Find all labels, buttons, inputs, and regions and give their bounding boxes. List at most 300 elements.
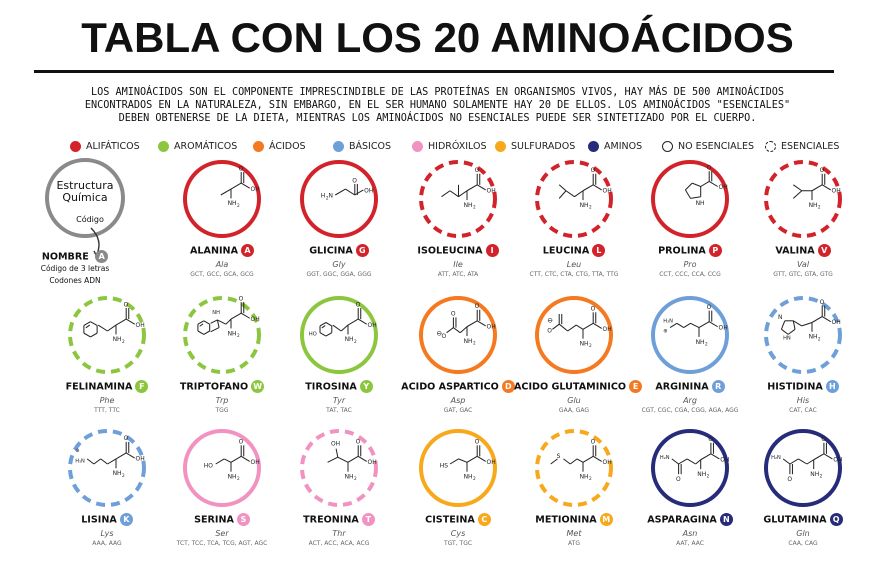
svg-text:O: O <box>474 438 480 446</box>
svg-text:2: 2 <box>236 477 240 483</box>
three-letter-code: Gln <box>796 529 810 538</box>
structure-ring <box>537 298 611 372</box>
legend-label: ÁCIDOS <box>269 140 306 152</box>
legend-swatch <box>253 141 264 152</box>
legend-label: ALIFÁTICOS <box>86 140 140 152</box>
svg-text:2: 2 <box>704 342 708 348</box>
dna-codons: AAT, AAC <box>676 540 704 547</box>
dna-codons: ATG <box>568 540 580 547</box>
legend-label: SULFURADOS <box>511 140 576 152</box>
letter-badge: N <box>720 513 733 526</box>
amino-acid-cell <box>743 157 863 287</box>
dna-codons: GCT, GCC, GCA, GCG <box>190 271 254 278</box>
svg-text:⊖: ⊖ <box>436 329 443 338</box>
dna-codons: CGT, CGC, CGA, CGG, AGA, AGG <box>641 407 739 414</box>
dna-codons: GAT, GAC <box>443 407 473 414</box>
three-letter-code: Cys <box>450 529 466 538</box>
amino-acid-name-row <box>630 513 750 526</box>
svg-text:2: 2 <box>236 333 240 339</box>
svg-text:HO: HO <box>308 331 317 338</box>
amino-acid-name-row <box>279 244 399 257</box>
structure-circle <box>162 293 282 383</box>
amino-acid-cell <box>630 157 750 287</box>
svg-text:2: 2 <box>353 339 357 345</box>
amino-acid-name-row <box>514 244 634 257</box>
svg-text:O: O <box>238 438 244 446</box>
amino-acid-cell <box>398 293 518 423</box>
letter-badge: D <box>502 380 515 393</box>
structure-ring <box>185 298 259 372</box>
letter-badge: M <box>600 513 613 526</box>
structure-circle <box>47 426 167 516</box>
amino-acid-name: LISINA <box>81 514 117 526</box>
key-name-label: NOMBRE <box>41 251 89 263</box>
svg-text:O: O <box>706 164 712 172</box>
key-dna-label: Codones ADN <box>49 276 101 285</box>
amino-acid-name: FELINAMINA <box>65 381 133 393</box>
structure-ring <box>766 162 840 236</box>
svg-text:OH: OH <box>833 456 843 464</box>
structure-circle <box>743 293 863 383</box>
three-letter-code: Ile <box>453 260 463 269</box>
three-letter-code: Phe <box>99 396 115 405</box>
structure-circle <box>398 157 518 247</box>
amino-acid-name: GLUTAMINA <box>763 514 827 526</box>
three-letter-code: Ala <box>215 260 229 269</box>
structure-circle <box>630 426 750 516</box>
structure-ring <box>421 298 495 372</box>
svg-text:S: S <box>556 453 561 461</box>
svg-text:NH: NH <box>344 473 354 481</box>
amino-acid-name: ISOLEUCINA <box>417 245 483 257</box>
amino-acid-name: SERINA <box>194 514 234 526</box>
structure-ring <box>537 162 611 236</box>
svg-text:2: 2 <box>472 477 476 483</box>
svg-text:NH: NH <box>212 310 220 316</box>
amino-acid-cell <box>514 293 639 423</box>
structure-circle <box>398 293 518 383</box>
amino-acid-name: ARGININA <box>655 381 709 393</box>
svg-text:NH: NH <box>810 470 820 478</box>
svg-text:O: O <box>355 301 361 309</box>
amino-acid-name: ASPARAGINA <box>647 514 717 526</box>
svg-text:OH: OH <box>250 185 260 193</box>
dna-codons: CCT, CCC, CCA, CCG <box>659 271 721 278</box>
svg-text:OH: OH <box>718 324 728 332</box>
svg-text:O: O <box>450 310 456 318</box>
intro-text <box>10 86 865 125</box>
amino-acid-cell <box>279 293 399 423</box>
svg-text:OH: OH <box>250 315 260 323</box>
amino-acid-name: PROLINA <box>658 245 706 257</box>
svg-text:O: O <box>787 476 793 483</box>
amino-acid-cell <box>398 157 518 287</box>
svg-text:O: O <box>590 438 596 446</box>
structure-ring <box>185 162 259 236</box>
svg-text:NH: NH <box>227 200 237 208</box>
legend-swatch <box>588 141 599 152</box>
structure-ring <box>185 431 259 505</box>
legend-label: AMINOS <box>604 140 643 152</box>
svg-text:⊕: ⊕ <box>663 328 668 335</box>
svg-text:OH: OH <box>135 321 145 329</box>
amino-acid-cell <box>514 157 634 287</box>
legend-label: BÁSICOS <box>349 140 391 152</box>
svg-text:2: 2 <box>817 337 821 343</box>
svg-text:NH: NH <box>463 201 473 209</box>
svg-text:O: O <box>819 298 825 306</box>
amino-acid-cell <box>47 293 167 423</box>
svg-text:O: O <box>123 435 129 443</box>
svg-text:OH: OH <box>135 455 145 463</box>
three-letter-code: Met <box>566 529 582 538</box>
letter-badge: P <box>709 244 722 257</box>
dna-codons: CTT, CTC, CTA, CTG, TTA, TTG <box>529 271 619 278</box>
svg-text:OH: OH <box>486 187 496 195</box>
svg-text:2: 2 <box>817 205 821 211</box>
title-divider <box>34 70 834 73</box>
three-letter-code: His <box>796 396 810 405</box>
three-letter-code: Thr <box>332 529 346 538</box>
amino-acid-name: ACIDO GLUTAMINICO <box>514 381 627 393</box>
amino-acid-cell <box>162 293 282 423</box>
amino-acid-cell <box>630 293 750 423</box>
svg-text:HO: HO <box>203 462 213 470</box>
svg-text:2: 2 <box>121 339 125 345</box>
amino-acid-cell <box>279 157 399 287</box>
svg-text:O: O <box>590 167 596 175</box>
intro-line: LOS AMINOÁCIDOS SON EL COMPONENTE IMPRESCINDIBLE DE LAS PROTEÍNAS EN ORGANISMOS VIVOS, HAY MÁS DE 500 AMINOÁCIDOS <box>90 87 785 98</box>
svg-text:OH: OH <box>831 319 841 327</box>
amino-acid-cell <box>47 426 167 556</box>
legend-item <box>253 138 306 154</box>
svg-text:OH: OH <box>364 187 374 195</box>
three-letter-code: Pro <box>683 260 697 269</box>
legend-label: NO ESENCIALES <box>678 140 755 152</box>
svg-text:H₃N: H₃N <box>75 458 85 465</box>
key-three-letter-label: Código de 3 letras <box>40 264 110 273</box>
letter-badge: V <box>818 244 831 257</box>
key-structure-label <box>47 180 123 204</box>
structure-ring <box>537 431 611 505</box>
structure-circle <box>47 293 167 383</box>
amino-acid-name: ACIDO ASPARTICO <box>401 381 499 393</box>
amino-acid-name: TIROSINA <box>305 381 357 393</box>
amino-acid-name: TREONINA <box>303 514 359 526</box>
amino-acid-name: METIONINA <box>535 514 597 526</box>
structure-circle <box>162 426 282 516</box>
key-structure-line: Estructura <box>56 179 114 192</box>
svg-text:O: O <box>708 436 714 444</box>
svg-text:O: O <box>474 167 480 175</box>
svg-text:NH: NH <box>463 337 473 345</box>
key-cell <box>25 158 145 288</box>
structure-ring <box>766 431 843 505</box>
amino-acid-cell <box>743 426 863 556</box>
svg-text:2: 2 <box>353 477 357 483</box>
structure-ring <box>653 298 727 372</box>
dna-codons: TTT, TTC <box>94 407 120 414</box>
structure-ring <box>421 162 495 236</box>
amino-acid-name: VALINA <box>775 245 815 257</box>
amino-acid-name-row <box>630 380 750 393</box>
svg-text:NH: NH <box>579 201 589 209</box>
amino-acid-cell <box>743 293 863 423</box>
dna-codons: AAA, AAG <box>92 540 122 547</box>
svg-text:⊕: ⊕ <box>75 448 80 455</box>
svg-text:NH: NH <box>112 336 122 344</box>
svg-text:OH: OH <box>250 459 260 466</box>
svg-text:H₂N: H₂N <box>663 318 673 325</box>
svg-text:O: O <box>547 327 552 335</box>
structure-ring <box>70 431 144 505</box>
structure-circle <box>514 157 634 247</box>
amino-acid-name-row <box>398 244 518 257</box>
svg-text:O: O <box>123 301 129 309</box>
three-letter-code: Val <box>796 260 810 269</box>
legend-label: HIDRÓXILOS <box>428 140 487 152</box>
svg-text:NH: NH <box>579 340 589 348</box>
svg-text:O: O <box>238 165 244 173</box>
three-letter-code: Glu <box>567 396 581 405</box>
amino-acid-name: HISTIDINA <box>767 381 823 393</box>
svg-text:NH: NH <box>695 338 705 346</box>
svg-text:NH: NH <box>579 473 589 481</box>
svg-text:2: 2 <box>121 473 125 479</box>
svg-text:NH: NH <box>344 336 354 344</box>
svg-text:NH: NH <box>227 330 237 338</box>
letter-badge: C <box>478 513 491 526</box>
svg-text:2: 2 <box>236 203 240 209</box>
svg-text:O: O <box>706 303 712 311</box>
svg-text:O: O <box>352 177 357 185</box>
svg-text:2: 2 <box>325 196 329 202</box>
letter-badge: W <box>251 380 264 393</box>
svg-text:OH: OH <box>718 184 728 192</box>
amino-acid-name-row <box>514 513 634 526</box>
amino-acid-cell <box>630 426 750 556</box>
letter-badge: E <box>629 380 642 393</box>
key-code-label: Código <box>76 215 104 224</box>
structure-ring <box>302 162 376 236</box>
dna-codons: TGG <box>215 407 229 414</box>
three-letter-code: Trp <box>215 396 229 405</box>
three-letter-code: Ser <box>215 529 229 538</box>
svg-text:OH: OH <box>602 459 612 466</box>
svg-text:2: 2 <box>588 477 592 483</box>
legend-label: AROMÁTICOS <box>174 140 238 152</box>
amino-acid-name-row <box>743 380 863 393</box>
legend-item <box>588 138 642 154</box>
legend-swatch <box>495 141 506 152</box>
legend-item <box>333 138 391 154</box>
three-letter-code: Lys <box>100 529 114 538</box>
svg-text:OH: OH <box>486 459 496 466</box>
dna-codons: GTT, GTC, GTA, GTG <box>773 271 833 278</box>
legend-item <box>70 138 140 154</box>
svg-text:2: 2 <box>472 341 476 347</box>
three-letter-code: Gly <box>332 260 346 269</box>
amino-acid-name-row <box>398 380 518 393</box>
svg-text:⊖: ⊖ <box>547 316 554 325</box>
svg-text:2: 2 <box>588 344 592 350</box>
amino-acid-name: GLICINA <box>309 245 353 257</box>
svg-text:2: 2 <box>472 205 476 211</box>
letter-badge: F <box>135 380 148 393</box>
svg-text:N: N <box>778 314 783 322</box>
key-name-row <box>25 250 125 263</box>
key-structure-line: Química <box>62 191 108 204</box>
amino-acid-name-row <box>398 513 518 526</box>
svg-text:O: O <box>821 436 827 444</box>
dna-codons: ATT, ATC, ATA <box>437 271 479 278</box>
structure-ring <box>766 298 840 372</box>
svg-text:O: O <box>441 332 447 340</box>
svg-text:O: O <box>676 476 681 483</box>
intro-line: ENCONTRADOS EN LA NATURALEZA, SIN EMBARGO, EN EL SER HUMANO SOLAMENTE HAY 20 DE ELLOS. LOS AMINOÁCIDOS "ESENCIALES" <box>84 100 791 111</box>
structure-circle <box>743 157 863 247</box>
svg-text:NH: NH <box>112 470 122 478</box>
dna-codons: TCT, TCC, TCA, TCG, AGT, AGC <box>176 540 268 547</box>
amino-acid-cell <box>162 426 282 556</box>
letter-badge: T <box>362 513 375 526</box>
letter-badge: G <box>356 244 369 257</box>
svg-text:NH: NH <box>808 333 818 341</box>
svg-text:O: O <box>355 438 361 446</box>
svg-text:OH: OH <box>486 323 496 331</box>
svg-text:H₂N: H₂N <box>659 454 670 461</box>
letter-badge: Y <box>360 380 373 393</box>
structure-circle <box>279 293 399 383</box>
legend-label: ESENCIALES <box>781 140 840 152</box>
svg-text:OH: OH <box>720 456 730 464</box>
amino-acid-name-row <box>162 513 282 526</box>
structure-circle <box>514 293 634 383</box>
intro-line: DEBEN OBTENERSE DE LA DIETA, MIENTRAS LOS AMINOÁCIDOS NO ESENCIALES PUEDE SER SINTETIZADO POR EL CUERPO. <box>118 113 757 124</box>
amino-acid-cell <box>398 426 518 556</box>
svg-text:NH: NH <box>695 200 705 208</box>
three-letter-code: Asp <box>450 396 466 405</box>
svg-text:NH: NH <box>697 470 707 478</box>
dna-codons: CAT, CAC <box>789 407 817 414</box>
svg-text:2: 2 <box>706 474 710 480</box>
structure-ring <box>653 162 727 236</box>
dna-codons: GGT, GGC, GGA, GGG <box>306 271 372 278</box>
amino-acid-name-row <box>279 513 399 526</box>
three-letter-code: Tyr <box>332 396 346 405</box>
legend-item <box>158 138 237 154</box>
svg-text:NH: NH <box>808 201 818 209</box>
legend-swatch <box>158 141 169 152</box>
page-title: TABLA CON LOS 20 AMINOÁCIDOS <box>81 14 794 61</box>
dna-codons: GAA, GAG <box>558 407 590 414</box>
structure-ring <box>70 298 144 372</box>
structure-circle <box>630 293 750 383</box>
letter-badge: S <box>237 513 250 526</box>
svg-text:H₂N: H₂N <box>771 454 781 461</box>
amino-acid-name: CISTEINA <box>425 514 475 526</box>
three-letter-code: Asn <box>682 529 698 538</box>
structure-circle <box>398 426 518 516</box>
dna-codons: TAT, TAC <box>326 407 352 414</box>
structure-ring <box>421 431 495 505</box>
dna-codons: TGT, TGC <box>443 540 473 547</box>
legend-swatch <box>765 141 776 152</box>
amino-acid-cell <box>514 426 634 556</box>
legend-swatch <box>412 141 423 152</box>
svg-text:2: 2 <box>588 205 592 211</box>
amino-acid-name-row <box>47 380 167 393</box>
letter-badge: Q <box>830 513 843 526</box>
svg-text:NH: NH <box>227 473 237 481</box>
legend-item <box>662 138 754 154</box>
amino-acid-cell <box>279 426 399 556</box>
amino-acid-name-row <box>162 244 282 257</box>
letter-badge: I <box>486 244 499 257</box>
three-letter-code: Arg <box>683 396 697 405</box>
structure-ring <box>653 431 730 505</box>
svg-text:NH: NH <box>463 473 473 481</box>
amino-acid-name-row <box>743 513 863 526</box>
structure-circle <box>630 157 750 247</box>
letter-badge: R <box>712 380 725 393</box>
letter-badge: H <box>826 380 839 393</box>
amino-acid-name: TRIPTOFANO <box>179 381 249 393</box>
legend-swatch <box>662 141 673 152</box>
svg-text:OH: OH <box>602 187 612 195</box>
amino-acid-name-row <box>47 513 167 526</box>
letter-badge: K <box>120 513 133 526</box>
svg-text:O: O <box>590 305 596 313</box>
dna-codons: CAA, CAG <box>788 540 818 547</box>
structure-circle <box>279 426 399 516</box>
svg-text:O: O <box>238 295 244 303</box>
legend-swatch <box>333 141 344 152</box>
legend-item <box>765 138 839 154</box>
svg-text:N: N <box>328 192 333 200</box>
structure-circle <box>279 157 399 247</box>
structure-circle <box>162 157 282 247</box>
amino-acid-name-row <box>162 380 282 393</box>
structure-circle <box>514 426 634 516</box>
structure-circle <box>743 426 863 516</box>
svg-text:OH: OH <box>367 321 377 329</box>
legend-item <box>412 138 487 154</box>
amino-acid-name: LEUCINA <box>542 245 590 257</box>
letter-badge: A <box>241 244 254 257</box>
three-letter-code: Leu <box>566 260 582 269</box>
amino-acid-name-row <box>743 244 863 257</box>
legend-item <box>495 138 575 154</box>
svg-text:HS: HS <box>439 462 449 470</box>
svg-text:OH: OH <box>602 326 612 333</box>
svg-text:OH: OH <box>367 459 377 466</box>
svg-text:HN: HN <box>783 335 791 342</box>
amino-acid-name: ALANINA <box>189 245 238 257</box>
svg-text:OH: OH <box>831 187 841 195</box>
dna-codons: ACT, ACC, ACA, ACG <box>308 540 370 547</box>
amino-acid-cell <box>162 157 282 287</box>
amino-acid-name-row <box>279 380 399 393</box>
legend-swatch <box>70 141 81 152</box>
svg-text:H: H <box>320 192 326 200</box>
amino-acid-name-row <box>514 380 639 393</box>
svg-text:2: 2 <box>819 474 823 480</box>
svg-text:O: O <box>819 167 825 175</box>
letter-badge: L <box>592 244 605 257</box>
svg-text:OH: OH <box>331 440 341 448</box>
amino-acid-name-row <box>630 244 750 257</box>
